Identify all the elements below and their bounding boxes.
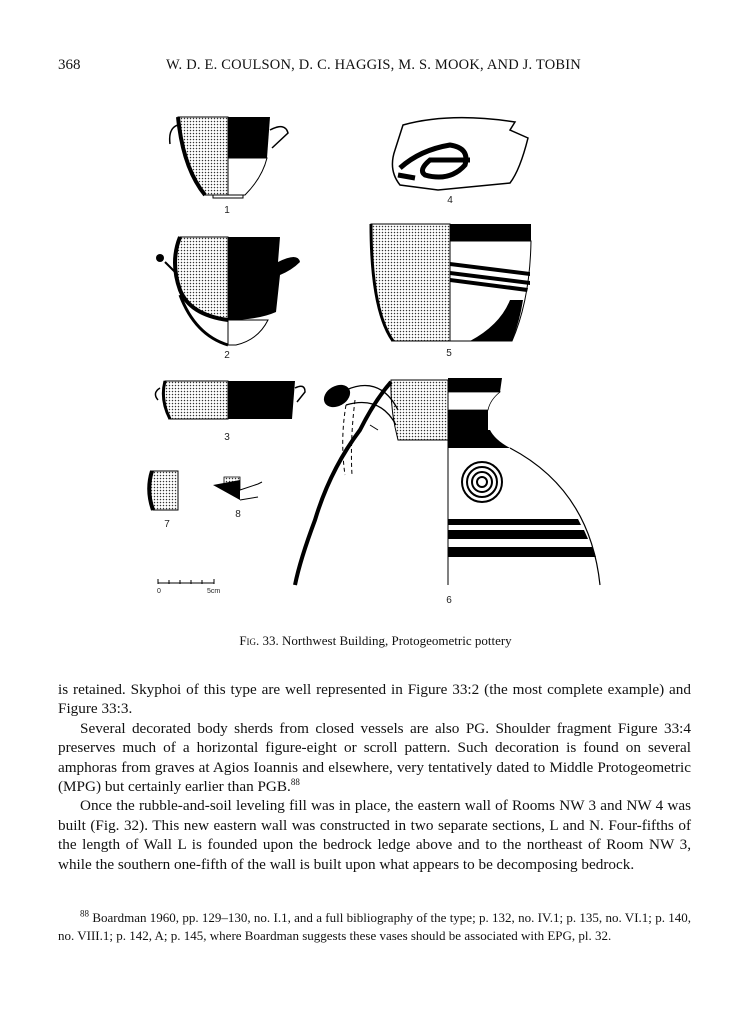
page-number: 368	[58, 57, 81, 73]
figure-label-7: 7	[164, 519, 170, 530]
figure-label-4: 4	[447, 195, 453, 206]
body-text	[58, 680, 691, 874]
figure-label-5: 5	[446, 348, 452, 359]
scale-bar	[157, 579, 220, 595]
figure-label-2: 2	[224, 350, 230, 361]
scale-label: 5cm	[207, 588, 221, 595]
footnote-text: Boardman 1960, pp. 129–130, no. I.1, and a full bibliography of the type; p. 132, no. IV.1; p. 135, no. VI.1; p. 140, no. VIII.1; p. 142, A; p. 145, where Boardman suggests these vases should be associated with EPG, pl. 32.	[58, 910, 691, 943]
figure-label-6: 6	[446, 595, 452, 606]
vessel-4-shoulder-sherd	[392, 118, 528, 206]
footnote-ref-88[interactable]: 88	[290, 776, 300, 787]
footnote-number: 88	[80, 908, 89, 919]
figure-caption	[0, 633, 751, 649]
paragraph-3: Once the rubble-and-soil leveling fill was in place, the eastern wall of Rooms NW 3 and NW 4 was built (Fig. 32). This new eastern wall was constructed in two separate sections, L and N. Four-fifths of the length of Wall L is founded upon the bedrock ledge above and to the northeast of Room NW 3, while the southern one-fifth of the wall is built upon what appears to be decomposing bedrock.	[58, 797, 691, 873]
caption-text: Northwest Building, Protogeometric pottery	[282, 633, 512, 648]
vessel-5-bowl	[371, 224, 531, 359]
paragraph-2-text: Several decorated body sherds from closed vessels are also PG. Shoulder fragment Figure 33:4 preserves much of a horizontal figure-eight or scroll pattern. Such decoration is found on several amphoras from graves at Agios Ioannis and elsewhere, very tentatively dated to Middle Protogeometric (MPG) but certainly earlier than PGB.	[58, 719, 691, 796]
scale-zero-label: 0	[157, 588, 161, 595]
paragraph-1: is retained. Skyphoi of this type are well represented in Figure 33:2 (the most complete example) and Figure 33:3.	[58, 681, 691, 718]
vessel-8-foot-fragment	[213, 477, 262, 520]
caption-prefix: Fig.	[239, 633, 260, 648]
footnote-88	[58, 909, 691, 945]
vessel-6-amphora	[295, 378, 600, 606]
figure-label-3: 3	[224, 432, 230, 443]
caption-number: 33.	[262, 633, 279, 648]
running-head: W. D. E. COULSON, D. C. HAGGIS, M. S. MOOK, AND J. TOBIN	[166, 57, 581, 73]
paragraph-2	[58, 719, 691, 797]
figure-label-8: 8	[235, 509, 241, 520]
vessel-3-skyphos-rim	[155, 381, 305, 443]
figure-label-1: 1	[224, 205, 230, 216]
vessel-7-sherd	[149, 471, 178, 530]
vessel-1-skyphos	[170, 117, 288, 216]
vessel-2-skyphos	[156, 237, 300, 361]
